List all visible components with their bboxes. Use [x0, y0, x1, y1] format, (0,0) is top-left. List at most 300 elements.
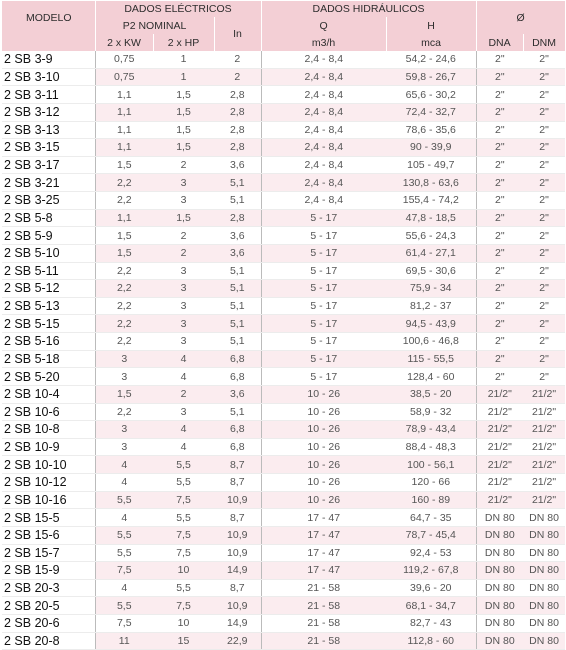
table-row — [2, 509, 565, 527]
cell-hp: 2 — [153, 227, 214, 245]
cell-hp: 5,5 — [153, 509, 214, 527]
table-row — [2, 632, 565, 650]
cell-h: 112,8 - 60 — [386, 632, 476, 650]
cell-q: 5 - 17 — [261, 297, 386, 315]
cell-q: 5 - 17 — [261, 227, 386, 245]
cell-q: 2,4 - 8,4 — [261, 51, 386, 68]
cell-h: 69,5 - 30,6 — [386, 262, 476, 280]
cell-h: 47,8 - 18,5 — [386, 209, 476, 227]
cell-q: 10 - 26 — [261, 385, 386, 403]
cell-dna: 21/2" — [476, 491, 523, 509]
cell-in: 6,8 — [214, 438, 261, 456]
cell-dnm: DN 80 — [523, 597, 565, 615]
cell-kw: 3 — [95, 350, 153, 368]
cell-dnm: 21/2" — [523, 438, 565, 456]
cell-kw: 2,2 — [95, 192, 153, 210]
cell-h: 92,4 - 53 — [386, 544, 476, 562]
cell-h: 128,4 - 60 — [386, 368, 476, 386]
cell-q: 5 - 17 — [261, 209, 386, 227]
table-body — [2, 51, 565, 650]
cell-dnm: DN 80 — [523, 615, 565, 633]
header-blank — [2, 34, 95, 51]
header-dados-hidraulicos: DADOS HIDRÁULICOS — [261, 1, 476, 17]
cell-dna: 2" — [476, 209, 523, 227]
cell-hp: 10 — [153, 562, 214, 580]
table-row — [2, 244, 565, 262]
cell-h: 82,7 - 43 — [386, 615, 476, 633]
cell-modelo: 2 SB 20-5 — [2, 597, 95, 615]
cell-h: 160 - 89 — [386, 491, 476, 509]
cell-modelo: 2 SB 5-12 — [2, 280, 95, 298]
cell-modelo: 2 SB 10-12 — [2, 474, 95, 492]
cell-in: 2,8 — [214, 209, 261, 227]
cell-dnm: 21/2" — [523, 456, 565, 474]
cell-hp: 4 — [153, 438, 214, 456]
cell-modelo: 2 SB 20-3 — [2, 579, 95, 597]
cell-h: 94,5 - 43,9 — [386, 315, 476, 333]
cell-in: 6,8 — [214, 350, 261, 368]
table-row — [2, 103, 565, 121]
cell-hp: 10 — [153, 615, 214, 633]
cell-hp: 3 — [153, 315, 214, 333]
cell-modelo: 2 SB 5-8 — [2, 209, 95, 227]
cell-hp: 3 — [153, 333, 214, 351]
cell-dnm: 2" — [523, 139, 565, 157]
cell-dna: 2" — [476, 333, 523, 351]
cell-in: 3,6 — [214, 385, 261, 403]
cell-dna: 21/2" — [476, 438, 523, 456]
cell-in: 6,8 — [214, 421, 261, 439]
cell-q: 17 - 47 — [261, 526, 386, 544]
cell-in: 2,8 — [214, 103, 261, 121]
cell-q: 10 - 26 — [261, 474, 386, 492]
table-row — [2, 615, 565, 633]
header-in: In — [214, 17, 261, 51]
cell-in: 5,1 — [214, 280, 261, 298]
cell-h: 64,7 - 35 — [386, 509, 476, 527]
cell-kw: 1,1 — [95, 121, 153, 139]
table-row — [2, 280, 565, 298]
cell-modelo: 2 SB 10-6 — [2, 403, 95, 421]
cell-modelo: 2 SB 10-4 — [2, 385, 95, 403]
cell-modelo: 2 SB 15-5 — [2, 509, 95, 527]
cell-h: 75,9 - 34 — [386, 280, 476, 298]
cell-q: 21 - 58 — [261, 632, 386, 650]
header-dna: DNA — [476, 34, 523, 51]
cell-h: 100 - 56,1 — [386, 456, 476, 474]
cell-hp: 4 — [153, 368, 214, 386]
cell-kw: 4 — [95, 474, 153, 492]
cell-modelo: 2 SB 5-13 — [2, 297, 95, 315]
cell-dnm: 2" — [523, 350, 565, 368]
cell-kw: 4 — [95, 456, 153, 474]
cell-q: 5 - 17 — [261, 262, 386, 280]
cell-modelo: 2 SB 5-20 — [2, 368, 95, 386]
header-h-unit: mca — [386, 34, 476, 51]
table-row — [2, 227, 565, 245]
table-row — [2, 456, 565, 474]
cell-hp: 5,5 — [153, 579, 214, 597]
cell-in: 3,6 — [214, 156, 261, 174]
table-row — [2, 526, 565, 544]
cell-in: 8,7 — [214, 474, 261, 492]
cell-dnm: 2" — [523, 368, 565, 386]
cell-in: 2 — [214, 68, 261, 86]
cell-modelo: 2 SB 15-7 — [2, 544, 95, 562]
cell-modelo: 2 SB 5-10 — [2, 244, 95, 262]
cell-h: 65,6 - 30,2 — [386, 86, 476, 104]
cell-hp: 1,5 — [153, 209, 214, 227]
cell-dnm: 2" — [523, 121, 565, 139]
cell-h: 54,2 - 24,6 — [386, 51, 476, 68]
cell-q: 5 - 17 — [261, 280, 386, 298]
header-h: H — [386, 17, 476, 34]
cell-modelo: 2 SB 3-15 — [2, 139, 95, 157]
cell-in: 14,9 — [214, 562, 261, 580]
cell-h: 130,8 - 63,6 — [386, 174, 476, 192]
cell-kw: 1,5 — [95, 227, 153, 245]
cell-dna: 2" — [476, 244, 523, 262]
cell-dna: DN 80 — [476, 562, 523, 580]
cell-h: 55,6 - 24,3 — [386, 227, 476, 245]
header-dnm: DNM — [523, 34, 565, 51]
cell-in: 10,9 — [214, 491, 261, 509]
table-row — [2, 597, 565, 615]
cell-q: 2,4 - 8,4 — [261, 192, 386, 210]
cell-kw: 3 — [95, 438, 153, 456]
cell-dnm: 2" — [523, 174, 565, 192]
cell-dna: DN 80 — [476, 579, 523, 597]
cell-kw: 2,2 — [95, 174, 153, 192]
table-row — [2, 139, 565, 157]
cell-dnm: DN 80 — [523, 632, 565, 650]
cell-kw: 5,5 — [95, 526, 153, 544]
cell-in: 5,1 — [214, 403, 261, 421]
table-row — [2, 474, 565, 492]
cell-q: 5 - 17 — [261, 333, 386, 351]
cell-dna: 2" — [476, 368, 523, 386]
cell-q: 5 - 17 — [261, 244, 386, 262]
cell-in: 10,9 — [214, 526, 261, 544]
cell-hp: 2 — [153, 244, 214, 262]
cell-in: 10,9 — [214, 544, 261, 562]
cell-in: 2,8 — [214, 86, 261, 104]
cell-hp: 1,5 — [153, 121, 214, 139]
cell-modelo: 2 SB 3-13 — [2, 121, 95, 139]
cell-hp: 4 — [153, 421, 214, 439]
cell-dnm: DN 80 — [523, 579, 565, 597]
cell-kw: 0,75 — [95, 51, 153, 68]
cell-dnm: 21/2" — [523, 474, 565, 492]
table-row — [2, 315, 565, 333]
cell-hp: 15 — [153, 632, 214, 650]
table-row — [2, 491, 565, 509]
cell-modelo: 2 SB 10-8 — [2, 421, 95, 439]
cell-dnm: DN 80 — [523, 526, 565, 544]
cell-dna: DN 80 — [476, 526, 523, 544]
cell-dna: DN 80 — [476, 597, 523, 615]
cell-dna: DN 80 — [476, 615, 523, 633]
cell-kw: 1,1 — [95, 139, 153, 157]
cell-dna: 2" — [476, 315, 523, 333]
table-row — [2, 86, 565, 104]
cell-hp: 3 — [153, 174, 214, 192]
cell-h: 90 - 39,9 — [386, 139, 476, 157]
pump-spec-table — [2, 1, 566, 650]
cell-q: 5 - 17 — [261, 315, 386, 333]
table-row — [2, 438, 565, 456]
cell-hp: 3 — [153, 262, 214, 280]
table-row — [2, 385, 565, 403]
cell-h: 105 - 49,7 — [386, 156, 476, 174]
table-row — [2, 562, 565, 580]
header-q-unit: m3/h — [261, 34, 386, 51]
cell-dnm: 2" — [523, 68, 565, 86]
cell-kw: 2,2 — [95, 315, 153, 333]
cell-modelo: 2 SB 5-9 — [2, 227, 95, 245]
cell-kw: 3 — [95, 368, 153, 386]
cell-dnm: 2" — [523, 244, 565, 262]
cell-q: 21 - 58 — [261, 597, 386, 615]
cell-h: 78,6 - 35,6 — [386, 121, 476, 139]
table-row — [2, 350, 565, 368]
cell-modelo: 2 SB 3-12 — [2, 103, 95, 121]
cell-modelo: 2 SB 3-11 — [2, 86, 95, 104]
cell-kw: 4 — [95, 509, 153, 527]
cell-dna: 21/2" — [476, 403, 523, 421]
cell-modelo: 2 SB 20-8 — [2, 632, 95, 650]
cell-h: 61,4 - 27,1 — [386, 244, 476, 262]
cell-dna: 2" — [476, 262, 523, 280]
cell-dnm: 2" — [523, 227, 565, 245]
cell-hp: 3 — [153, 403, 214, 421]
cell-in: 5,1 — [214, 192, 261, 210]
cell-hp: 1 — [153, 68, 214, 86]
cell-kw: 11 — [95, 632, 153, 650]
cell-dna: 21/2" — [476, 474, 523, 492]
cell-in: 5,1 — [214, 333, 261, 351]
cell-in: 2,8 — [214, 121, 261, 139]
cell-kw: 2,2 — [95, 280, 153, 298]
table-header — [2, 1, 565, 51]
cell-kw: 2,2 — [95, 333, 153, 351]
cell-h: 120 - 66 — [386, 474, 476, 492]
cell-dnm: 21/2" — [523, 491, 565, 509]
cell-in: 5,1 — [214, 174, 261, 192]
cell-hp: 4 — [153, 350, 214, 368]
header-dados-electricos: DADOS ELÉCTRICOS — [95, 1, 261, 17]
cell-kw: 2,2 — [95, 262, 153, 280]
cell-h: 59,8 - 26,7 — [386, 68, 476, 86]
cell-dna: DN 80 — [476, 632, 523, 650]
cell-in: 10,9 — [214, 597, 261, 615]
cell-dna: 21/2" — [476, 385, 523, 403]
table-row — [2, 209, 565, 227]
cell-hp: 1 — [153, 51, 214, 68]
cell-hp: 7,5 — [153, 491, 214, 509]
cell-hp: 5,5 — [153, 456, 214, 474]
cell-modelo: 2 SB 5-11 — [2, 262, 95, 280]
cell-modelo: 2 SB 3-10 — [2, 68, 95, 86]
cell-h: 81,2 - 37 — [386, 297, 476, 315]
cell-q: 5 - 17 — [261, 350, 386, 368]
cell-modelo: 2 SB 3-21 — [2, 174, 95, 192]
table-row — [2, 368, 565, 386]
cell-h: 68,1 - 34,7 — [386, 597, 476, 615]
cell-h: 155,4 - 74,2 — [386, 192, 476, 210]
cell-h: 100,6 - 46,8 — [386, 333, 476, 351]
cell-dna: 2" — [476, 227, 523, 245]
cell-q: 10 - 26 — [261, 491, 386, 509]
cell-dnm: 2" — [523, 209, 565, 227]
cell-q: 17 - 47 — [261, 562, 386, 580]
cell-dnm: 2" — [523, 315, 565, 333]
cell-dnm: 2" — [523, 192, 565, 210]
cell-modelo: 2 SB 10-10 — [2, 456, 95, 474]
cell-h: 39,6 - 20 — [386, 579, 476, 597]
cell-hp: 2 — [153, 385, 214, 403]
cell-kw: 5,5 — [95, 544, 153, 562]
cell-q: 17 - 47 — [261, 544, 386, 562]
table-row — [2, 403, 565, 421]
cell-kw: 7,5 — [95, 562, 153, 580]
cell-q: 21 - 58 — [261, 615, 386, 633]
header-q: Q — [261, 17, 386, 34]
cell-hp: 3 — [153, 297, 214, 315]
cell-h: 115 - 55,5 — [386, 350, 476, 368]
cell-dnm: 2" — [523, 156, 565, 174]
cell-in: 6,8 — [214, 368, 261, 386]
table-row — [2, 51, 565, 68]
table-row — [2, 333, 565, 351]
cell-in: 5,1 — [214, 297, 261, 315]
cell-hp: 7,5 — [153, 544, 214, 562]
cell-h: 58,9 - 32 — [386, 403, 476, 421]
header-p2-nominal: P2 NOMINAL — [95, 17, 214, 34]
cell-q: 2,4 - 8,4 — [261, 86, 386, 104]
cell-modelo: 2 SB 15-6 — [2, 526, 95, 544]
cell-h: 119,2 - 67,8 — [386, 562, 476, 580]
cell-in: 3,6 — [214, 244, 261, 262]
cell-dnm: 2" — [523, 280, 565, 298]
table-row — [2, 579, 565, 597]
cell-dna: 2" — [476, 192, 523, 210]
cell-kw: 1,5 — [95, 385, 153, 403]
cell-dnm: 2" — [523, 51, 565, 68]
cell-dna: 21/2" — [476, 421, 523, 439]
cell-kw: 2,2 — [95, 297, 153, 315]
table-row — [2, 156, 565, 174]
cell-modelo: 2 SB 3-25 — [2, 192, 95, 210]
cell-in: 8,7 — [214, 456, 261, 474]
cell-q: 2,4 - 8,4 — [261, 121, 386, 139]
table-row — [2, 121, 565, 139]
header-kw: 2 x KW — [95, 34, 153, 51]
cell-hp: 7,5 — [153, 526, 214, 544]
cell-dnm: 2" — [523, 333, 565, 351]
cell-q: 10 - 26 — [261, 403, 386, 421]
cell-q: 2,4 - 8,4 — [261, 139, 386, 157]
cell-hp: 3 — [153, 280, 214, 298]
cell-dna: 2" — [476, 297, 523, 315]
cell-in: 2,8 — [214, 139, 261, 157]
cell-kw: 4 — [95, 579, 153, 597]
cell-q: 2,4 - 8,4 — [261, 68, 386, 86]
cell-q: 5 - 17 — [261, 368, 386, 386]
cell-dnm: 21/2" — [523, 403, 565, 421]
cell-h: 38,5 - 20 — [386, 385, 476, 403]
cell-kw: 1,1 — [95, 86, 153, 104]
cell-h: 72,4 - 32,7 — [386, 103, 476, 121]
table-row — [2, 297, 565, 315]
cell-dnm: DN 80 — [523, 562, 565, 580]
cell-kw: 1,1 — [95, 209, 153, 227]
cell-hp: 2 — [153, 156, 214, 174]
cell-hp: 1,5 — [153, 139, 214, 157]
cell-q: 21 - 58 — [261, 579, 386, 597]
cell-dnm: 21/2" — [523, 385, 565, 403]
cell-dna: 2" — [476, 121, 523, 139]
cell-dnm: 2" — [523, 103, 565, 121]
cell-kw: 3 — [95, 421, 153, 439]
cell-q: 10 - 26 — [261, 456, 386, 474]
table-row — [2, 262, 565, 280]
cell-modelo: 2 SB 10-9 — [2, 438, 95, 456]
cell-modelo: 2 SB 5-15 — [2, 315, 95, 333]
cell-dnm: 21/2" — [523, 421, 565, 439]
cell-q: 10 - 26 — [261, 438, 386, 456]
cell-q: 17 - 47 — [261, 509, 386, 527]
cell-in: 8,7 — [214, 509, 261, 527]
cell-dna: 2" — [476, 139, 523, 157]
cell-in: 2 — [214, 51, 261, 68]
cell-kw: 5,5 — [95, 597, 153, 615]
cell-modelo: 2 SB 5-18 — [2, 350, 95, 368]
table-row — [2, 544, 565, 562]
cell-kw: 2,2 — [95, 403, 153, 421]
header-hp: 2 x HP — [153, 34, 214, 51]
cell-dna: 2" — [476, 174, 523, 192]
cell-hp: 5,5 — [153, 474, 214, 492]
cell-hp: 1,5 — [153, 103, 214, 121]
cell-q: 2,4 - 8,4 — [261, 156, 386, 174]
cell-q: 10 - 26 — [261, 421, 386, 439]
cell-dnm: 2" — [523, 297, 565, 315]
cell-modelo: 2 SB 10-16 — [2, 491, 95, 509]
cell-dna: 2" — [476, 51, 523, 68]
table-row — [2, 421, 565, 439]
cell-q: 2,4 - 8,4 — [261, 174, 386, 192]
cell-dna: 2" — [476, 86, 523, 104]
cell-q: 2,4 - 8,4 — [261, 103, 386, 121]
cell-in: 3,6 — [214, 227, 261, 245]
cell-modelo: 2 SB 3-17 — [2, 156, 95, 174]
cell-kw: 1,5 — [95, 156, 153, 174]
header-diameter: Ø — [476, 1, 565, 34]
cell-dna: 2" — [476, 68, 523, 86]
cell-dna: DN 80 — [476, 509, 523, 527]
cell-dna: 2" — [476, 156, 523, 174]
cell-h: 88,4 - 48,3 — [386, 438, 476, 456]
cell-in: 5,1 — [214, 262, 261, 280]
cell-dna: DN 80 — [476, 544, 523, 562]
cell-in: 14,9 — [214, 615, 261, 633]
cell-dna: 21/2" — [476, 456, 523, 474]
header-modelo: MODELO — [2, 1, 95, 34]
cell-dna: 2" — [476, 280, 523, 298]
table-row — [2, 174, 565, 192]
table-row — [2, 68, 565, 86]
